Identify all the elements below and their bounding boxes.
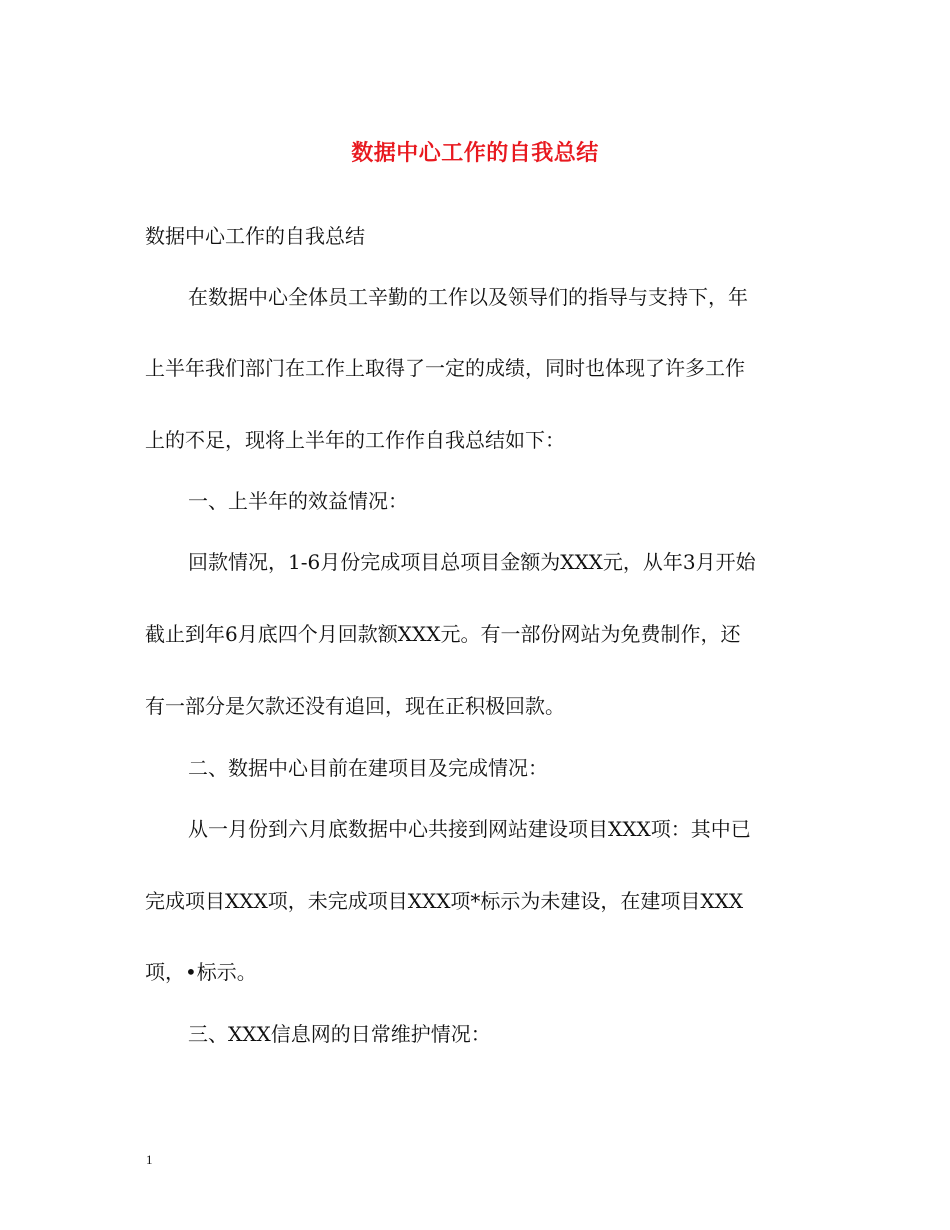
section-heading: 二、数据中心目前在建项目及完成情况： bbox=[188, 756, 548, 780]
paragraph-line: 上半年我们部门在工作上取得了一定的成绩，同时也体现了许多工作 bbox=[145, 356, 745, 380]
paragraph-line: 上的不足，现将上半年的工作作自我总结如下： bbox=[145, 428, 565, 452]
paragraph-line: 从一月份到六月底数据中心共接到网站建设项目XXX项：其中已 bbox=[188, 817, 751, 841]
paragraph-line: 完成项目XXX项，未完成项目XXX项*标示为未建设，在建项目XXX bbox=[145, 889, 744, 913]
document-title: 数据中心工作的自我总结 bbox=[351, 140, 599, 166]
paragraph-line: 截止到年6月底四个月回款额XXX元。有一部份网站为免费制作，还 bbox=[145, 622, 741, 646]
paragraph-line: 有一部分是欠款还没有追回，现在正积极回款。 bbox=[145, 694, 565, 718]
paragraph-line: 项，•标示。 bbox=[145, 960, 257, 984]
section-heading: 三、XXX信息网的日常维护情况： bbox=[188, 1022, 491, 1046]
subtitle-line: 数据中心工作的自我总结 bbox=[145, 224, 365, 248]
paragraph-line: 回款情况，1-6月份完成项目总项目金额为XXX元，从年3月开始 bbox=[188, 550, 756, 574]
page-number: 1 bbox=[146, 1152, 153, 1167]
section-heading: 一、上半年的效益情况： bbox=[188, 489, 408, 513]
paragraph-line: 在数据中心全体员工辛勤的工作以及领导们的指导与支持下，年 bbox=[188, 285, 748, 309]
